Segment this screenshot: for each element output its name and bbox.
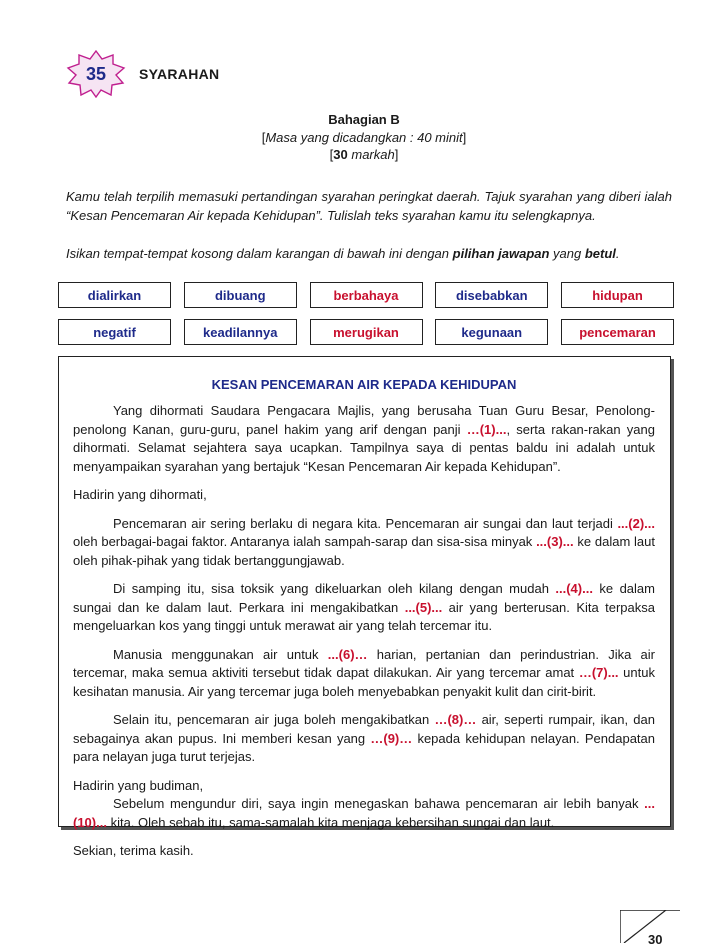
blank-10[interactable]: ...(10)... (73, 796, 655, 830)
word-option[interactable]: negatif (58, 319, 171, 345)
instruction-emphasis: pilihan jawapan (452, 246, 550, 261)
score-box (620, 910, 680, 947)
time-note: [Masa yang dicadangkan : 40 minit] (261, 130, 467, 145)
speech-text: Manusia menggunakan air untuk (113, 646, 328, 662)
blank-1[interactable]: …(1)... (466, 421, 507, 437)
blank-6[interactable]: ...(6)… (327, 646, 368, 662)
time-note-text: Masa yang dicadangkan : 40 minit (265, 130, 463, 145)
speech-paragraph (73, 580, 655, 636)
blank-7[interactable]: …(7)... (578, 665, 619, 680)
word-bank (58, 282, 670, 345)
speech-text: Di samping itu, sisa toksik yang dikeluarkan oleh kilang dengan mudah (113, 581, 556, 596)
word-option[interactable]: berbahaya (310, 282, 423, 308)
part-heading: Bahagian B (328, 112, 400, 127)
speech-text: untuk kesihatan manusia. Air yang tercemar juga boleh menyebabkan penyakit kulit dan cirit-birit. (73, 665, 655, 699)
speech-closing: Sekian, terima kasih. (73, 843, 194, 858)
speech-text: kepada kehidupan nelayan. Pendapatan para nelayan juga turut terjejas. (73, 730, 655, 764)
marks-word: markah (351, 147, 395, 162)
fill-in-instruction (66, 245, 672, 264)
speech-text: Yang dihormati Saudara Pengacara Majlis, yang berusaha Tuan Guru Besar, Penolong-penolong Kanan, guru-guru, panel hakim yang arif dengan panji (73, 403, 655, 437)
instruction-text: Isikan tempat-tempat kosong dalam karangan di bawah ini dengan (66, 246, 453, 261)
word-option[interactable]: pencemaran (561, 319, 674, 345)
speech-paragraph (73, 711, 655, 767)
speech-paragraph (73, 646, 655, 702)
word-option[interactable]: hidupan (561, 282, 674, 308)
blank-9[interactable]: …(9)… (370, 730, 413, 746)
blank-3[interactable]: ...(3)... (536, 534, 574, 549)
speech-text: kita. Oleh sebab itu, sama-samalah kita menjaga kebersihan sungai dan laut. (106, 814, 555, 830)
speech-title: KESAN PENCEMARAN AIR KEPADA KEHIDUPAN (211, 377, 517, 392)
speech-text: ke dalam sungai dan ke dalam laut. Perkara ini mengakibatkan (73, 581, 655, 615)
instruction-text: yang (549, 246, 585, 261)
marks-note: [30 markah] (329, 147, 399, 162)
word-option[interactable]: disebabkan (435, 282, 548, 308)
speech-text: Sebelum mengundur diri, saya ingin menegaskan bahawa pencemaran air lebih banyak (113, 796, 645, 811)
question-number: 35 (85, 63, 107, 84)
speech-text: Selain itu, pencemaran air juga boleh mengakibatkan (113, 712, 435, 727)
speech-greeting: Hadirin yang budiman, (73, 777, 204, 793)
section-title: SYARAHAN (139, 66, 220, 82)
speech-text: Pencemaran air sering berlaku di negara kita. Pencemaran air sungai dan laut terjadi (113, 515, 618, 531)
speech-text: air, seperti rumpair, ikan, dan sebagainya akan pupus. Ini memberi kesan yang (73, 712, 655, 746)
speech-text: air yang berterusan. Kita terpaksa mengeluarkan kos yang tinggi untuk merawat air yang telah tercemar itu. (73, 599, 655, 633)
word-option[interactable]: dibuang (184, 282, 297, 308)
speech-paragraph (73, 402, 655, 476)
speech-greeting: Hadirin yang dihormati, (73, 487, 207, 502)
speech-paragraph (73, 795, 655, 832)
blank-8[interactable]: …(8)… (434, 712, 477, 727)
blank-2[interactable]: ...(2)... (617, 515, 655, 531)
word-option[interactable]: dialirkan (58, 282, 171, 308)
marks-number: 30 (333, 147, 348, 162)
word-option[interactable]: merugikan (310, 319, 423, 345)
speech-text: , serta rakan-rakan yang dihormati. Selamat sejahtera saya ucapkan. Tampilnya saya di pentas baldu ini adalah untuk menyampaikan syarahan yang bertajuk “Kesan Pencemaran Air kepada Kehidupan”. (73, 421, 655, 474)
blank-5[interactable]: ...(5)... (404, 599, 443, 615)
speech-paragraph (73, 515, 655, 571)
instruction-paragraph: Kamu telah terpilih memasuki pertandingan syarahan peringkat daerah. Tajuk syarahan yang diberi ialah “Kesan Pencemaran Air kepada Kehidupan”. Tulislah teks syarahan kamu itu selengkapnya. (66, 189, 672, 223)
speech-text: harian, pertanian dan perindustrian. Jika air tercemar, maka semua aktiviti tersebut tidak dapat dilakukan. Air yang tercemar amat (73, 646, 656, 680)
instruction-text: . (615, 246, 620, 261)
speech-box (58, 356, 671, 858)
blank-4[interactable]: ...(4)... (555, 581, 593, 596)
speech-text: oleh berbagai-bagai faktor. Antaranya ialah sampah-sarap dan sisa-sisa minyak (73, 534, 537, 549)
speech-text: ke dalam laut oleh pihak-pihak yang tidak bertanggungjawab. (73, 534, 655, 568)
word-option[interactable]: kegunaan (435, 319, 548, 345)
word-option[interactable]: keadilannya (184, 319, 297, 345)
score-total: 30 (648, 932, 663, 947)
question-number-badge (66, 50, 126, 98)
instruction-emphasis: betul (584, 246, 616, 261)
